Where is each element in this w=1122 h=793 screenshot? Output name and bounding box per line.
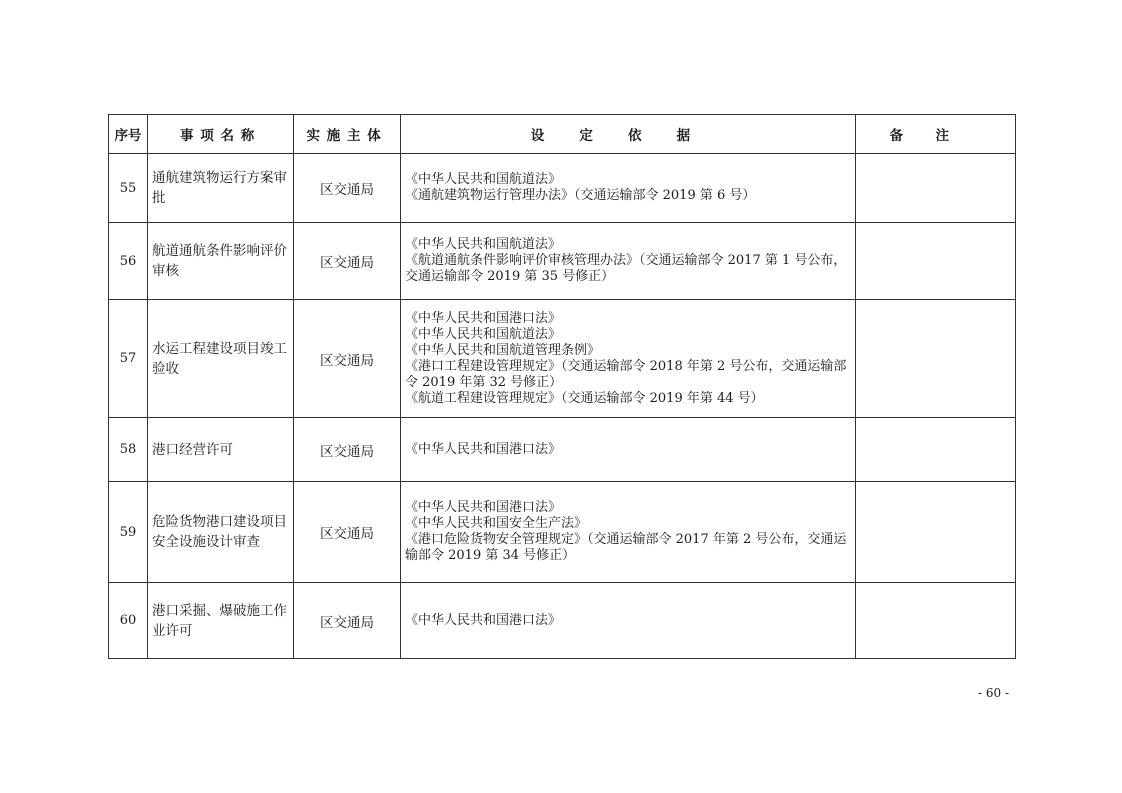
basis-line: 《中华人民共和国航道法》 bbox=[405, 326, 562, 342]
header-remarks: 备注 bbox=[856, 115, 1016, 154]
table-row bbox=[109, 583, 1016, 659]
basis-line: 《中华人民共和国安全生产法》 bbox=[405, 516, 588, 531]
row-seq: 56 bbox=[109, 223, 148, 300]
basis-line: 《中华人民共和国航道法》 bbox=[405, 172, 562, 187]
row-seq: 60 bbox=[109, 583, 148, 659]
basis-line: 《港口工程建设管理规定》（交通运输部令 2018 年第 2 号公布，交通运输部令 2019 年第 32 号修正） bbox=[405, 358, 847, 390]
row-item-name: 危险货物港口建设项目安全设施设计审查 bbox=[148, 482, 294, 583]
row-subject: 区交通局 bbox=[294, 583, 401, 659]
row-item-name: 港口采掘、爆破施工作业许可 bbox=[148, 583, 294, 659]
header-item-name: 事项名称 bbox=[148, 115, 294, 154]
row-seq: 57 bbox=[109, 300, 148, 418]
basis-line: 《航道通航条件影响评价审核管理办法》（交通运输部令 2017 第 1 号公布，交通运输部令 2019 第 35 号修正） bbox=[405, 253, 847, 284]
basis-line: 《港口危险货物安全管理规定》（交通运输部令 2017 年第 2 号公布，交通运输部令 2019 第 34 号修正） bbox=[405, 532, 847, 563]
row-seq: 59 bbox=[109, 482, 148, 583]
row-item-name: 港口经营许可 bbox=[148, 418, 294, 482]
page-number: - 60 - bbox=[978, 686, 1010, 700]
row-seq: 58 bbox=[109, 418, 148, 482]
row-basis bbox=[401, 583, 856, 659]
row-remarks bbox=[856, 583, 1016, 659]
basis-line: 《中华人民共和国港口法》 bbox=[405, 441, 562, 457]
table-row bbox=[109, 418, 1016, 482]
basis-line: 《中华人民共和国港口法》 bbox=[405, 500, 562, 515]
row-basis bbox=[401, 223, 856, 300]
row-item-name: 水运工程建设项目竣工验收 bbox=[148, 300, 294, 418]
table-row bbox=[109, 154, 1016, 223]
row-item-name: 通航建筑物运行方案审批 bbox=[148, 154, 294, 223]
row-subject: 区交通局 bbox=[294, 154, 401, 223]
row-basis bbox=[401, 482, 856, 583]
row-remarks bbox=[856, 482, 1016, 583]
header-subject: 实施主体 bbox=[294, 115, 401, 154]
row-subject: 区交通局 bbox=[294, 418, 401, 482]
row-remarks bbox=[856, 223, 1016, 300]
row-remarks bbox=[856, 154, 1016, 223]
row-subject: 区交通局 bbox=[294, 300, 401, 418]
table-header-row bbox=[109, 115, 1016, 154]
header-basis: 设定依据 bbox=[401, 115, 856, 154]
basis-line: 《航道工程建设管理规定》（交通运输部令 2019 年第 44 号） bbox=[405, 390, 764, 406]
header-seq: 序号 bbox=[109, 115, 148, 154]
basis-line: 《中华人民共和国港口法》 bbox=[405, 310, 562, 326]
row-item-name: 航道通航条件影响评价审核 bbox=[148, 223, 294, 300]
items-table bbox=[108, 114, 1016, 659]
row-basis bbox=[401, 418, 856, 482]
table-row bbox=[109, 482, 1016, 583]
table-row bbox=[109, 300, 1016, 418]
row-seq: 55 bbox=[109, 154, 148, 223]
basis-line: 《中华人民共和国航道法》 bbox=[405, 237, 562, 252]
row-subject: 区交通局 bbox=[294, 223, 401, 300]
row-subject: 区交通局 bbox=[294, 482, 401, 583]
row-basis bbox=[401, 300, 856, 418]
basis-line: 《通航建筑物运行管理办法》（交通运输部令 2019 第 6 号） bbox=[405, 188, 756, 203]
basis-line: 《中华人民共和国航道管理条例》 bbox=[405, 342, 601, 358]
basis-line: 《中华人民共和国港口法》 bbox=[405, 612, 562, 628]
row-remarks bbox=[856, 300, 1016, 418]
row-remarks bbox=[856, 418, 1016, 482]
row-basis bbox=[401, 154, 856, 223]
table-row bbox=[109, 223, 1016, 300]
